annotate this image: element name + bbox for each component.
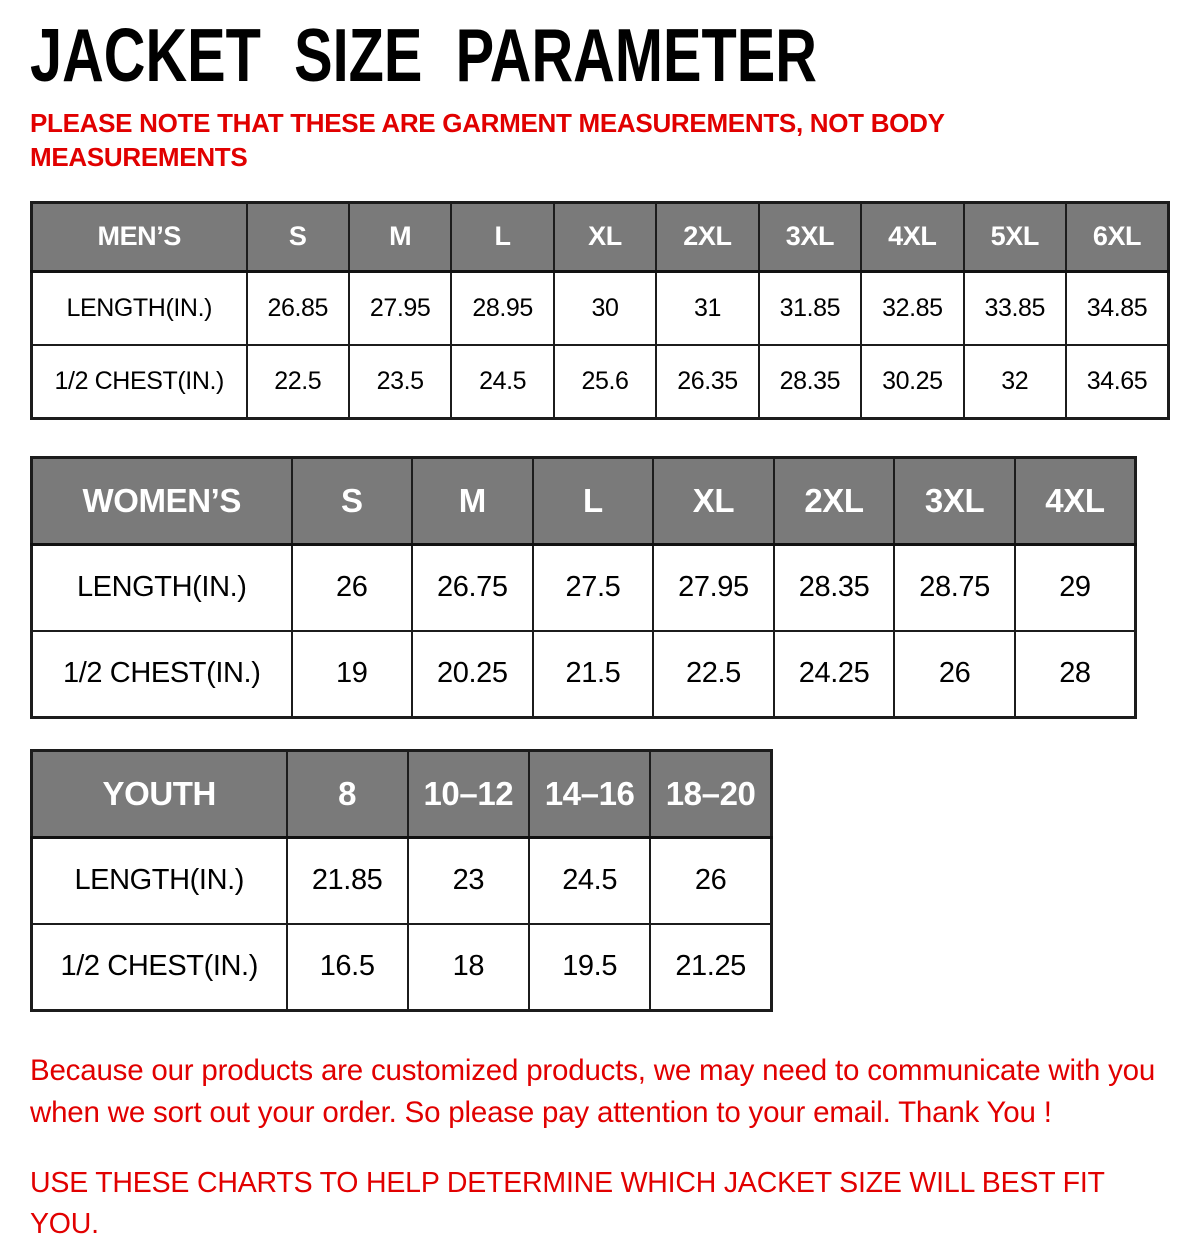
table-title-youth: YOUTH [32, 750, 287, 837]
size-column-header: 10–12 [408, 750, 529, 837]
measurement-value-cell: 19.5 [529, 924, 650, 1011]
measurement-value-cell: 28.35 [759, 345, 861, 419]
measurement-row-label: 1/2 CHEST(IN.) [32, 924, 287, 1011]
size-column-header: S [247, 202, 349, 271]
size-column-header: S [292, 457, 413, 544]
measurement-value-cell: 32.85 [861, 271, 963, 345]
size-column-header: 3XL [894, 457, 1015, 544]
measurement-value-cell: 28 [1015, 631, 1136, 718]
measurement-row [32, 631, 1136, 718]
measurement-value-cell: 26 [894, 631, 1015, 718]
size-column-header: 4XL [1015, 457, 1136, 544]
size-header-row [32, 750, 772, 837]
size-header-row [32, 457, 1136, 544]
size-column-header: XL [554, 202, 656, 271]
measurement-value-cell: 24.25 [774, 631, 895, 718]
measurement-value-cell: 16.5 [287, 924, 408, 1011]
measurement-row-label: 1/2 CHEST(IN.) [32, 631, 292, 718]
measurement-value-cell: 30 [554, 271, 656, 345]
measurement-value-cell: 32 [964, 345, 1066, 419]
measurement-value-cell: 23.5 [349, 345, 451, 419]
measurement-value-cell: 25.6 [554, 345, 656, 419]
measurement-value-cell: 27.95 [349, 271, 451, 345]
measurement-value-cell: 29 [1015, 544, 1136, 631]
measurement-value-cell: 24.5 [529, 837, 650, 924]
size-column-header: L [533, 457, 654, 544]
size-column-header: M [349, 202, 451, 271]
measurement-value-cell: 27.95 [653, 544, 774, 631]
size-column-header: 8 [287, 750, 408, 837]
measurement-row-label: 1/2 CHEST(IN.) [32, 345, 247, 419]
size-table-mens [30, 201, 1170, 420]
size-column-header: 2XL [774, 457, 895, 544]
page-title-wrap [30, 12, 1170, 102]
measurement-value-cell: 23 [408, 837, 529, 924]
measurement-value-cell: 33.85 [964, 271, 1066, 345]
measurement-value-cell: 20.25 [412, 631, 533, 718]
measurement-value-cell: 31.85 [759, 271, 861, 345]
measurement-value-cell: 26 [292, 544, 413, 631]
measurement-row [32, 544, 1136, 631]
size-column-header: 3XL [759, 202, 861, 271]
page-title: JACKET SIZE PARAMETER [30, 12, 817, 98]
measurement-row [32, 924, 772, 1011]
size-column-header: 6XL [1066, 202, 1169, 271]
size-column-header: 14–16 [529, 750, 650, 837]
measurement-value-cell: 27.5 [533, 544, 654, 631]
measurement-value-cell: 28.75 [894, 544, 1015, 631]
mens-size-table-container [30, 201, 1170, 420]
measurement-value-cell: 34.65 [1066, 345, 1169, 419]
measurement-value-cell: 31 [656, 271, 758, 345]
measurement-value-cell: 30.25 [861, 345, 963, 419]
measurement-row-label: LENGTH(IN.) [32, 271, 247, 345]
measurement-value-cell: 26 [650, 837, 771, 924]
measurement-value-cell: 24.5 [451, 345, 553, 419]
customization-note: Because our products are customized products, we may need to communicate with you when we sort out your order. So please pay attention to your email. Thank You ! [30, 1053, 1156, 1130]
size-column-header: 4XL [861, 202, 963, 271]
womens-size-table-container [30, 456, 1170, 719]
size-column-header: 18–20 [650, 750, 771, 837]
youth-size-table-container [30, 749, 1170, 1012]
size-column-header: 2XL [656, 202, 758, 271]
measurement-value-cell: 18 [408, 924, 529, 1011]
measurement-row-label: LENGTH(IN.) [32, 544, 292, 631]
usage-note: USE THESE CHARTS TO HELP DETERMINE WHICH JACKET SIZE WILL BEST FIT YOU. [30, 1167, 1105, 1241]
measurement-value-cell: 28.95 [451, 271, 553, 345]
measurement-value-cell: 34.85 [1066, 271, 1169, 345]
measurement-value-cell: 22.5 [247, 345, 349, 419]
measurement-value-cell: 26.75 [412, 544, 533, 631]
measurement-row [32, 271, 1169, 345]
size-column-header: L [451, 202, 553, 271]
measurement-row [32, 837, 772, 924]
size-table-youth [30, 749, 773, 1012]
table-title-mens: MEN’S [32, 202, 247, 271]
size-column-header: XL [653, 457, 774, 544]
measurement-value-cell: 28.35 [774, 544, 895, 631]
table-title-womens: WOMEN’S [32, 457, 292, 544]
size-header-row [32, 202, 1169, 271]
measurement-row [32, 345, 1169, 419]
measurement-value-cell: 21.25 [650, 924, 771, 1011]
measurement-row-label: LENGTH(IN.) [32, 837, 287, 924]
garment-measurement-disclaimer: PLEASE NOTE THAT THESE ARE GARMENT MEASUREMENTS, NOT BODY MEASUREMENTS [30, 108, 945, 173]
size-table-womens [30, 456, 1137, 719]
measurement-value-cell: 26.85 [247, 271, 349, 345]
size-column-header: M [412, 457, 533, 544]
measurement-value-cell: 26.35 [656, 345, 758, 419]
size-column-header: 5XL [964, 202, 1066, 271]
measurement-value-cell: 21.85 [287, 837, 408, 924]
measurement-value-cell: 22.5 [653, 631, 774, 718]
measurement-value-cell: 21.5 [533, 631, 654, 718]
measurement-value-cell: 19 [292, 631, 413, 718]
